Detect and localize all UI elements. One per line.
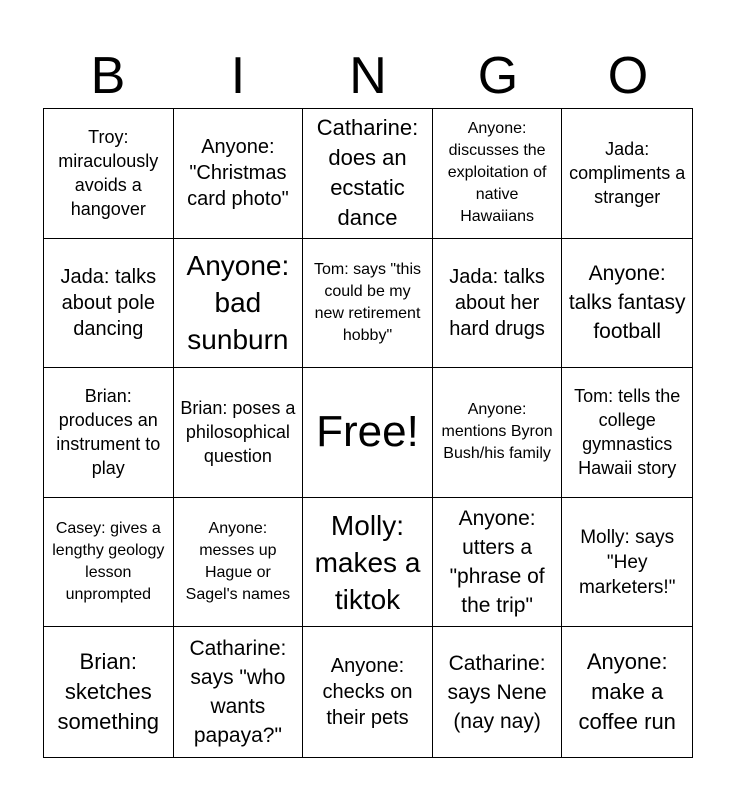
bingo-cell-text: Brian: poses a philosophical question [180,398,296,467]
bingo-cell-text: Anyone: discusses the exploitation of native Hawaiians [447,120,547,226]
bingo-cell[interactable] [562,109,692,239]
bingo-cell[interactable] [433,109,563,239]
bingo-cell[interactable] [44,498,174,628]
bingo-cell[interactable] [433,498,563,628]
bingo-cell-text: Brian: sketches something [57,649,160,735]
bingo-cell-text: Anyone: talks fantasy football [568,262,686,344]
bingo-cell-text: Jada: compliments a stranger [569,139,686,208]
bingo-cell-text: Brian: produces an instrument to play [56,386,161,479]
bingo-cell-text: Casey: gives a lengthy geology lesson unprompted [52,520,165,604]
bingo-cell[interactable] [174,239,304,369]
bingo-cell[interactable] [303,498,433,628]
bingo-cell-text: Catharine: says Nene (nay nay) [447,651,547,733]
bingo-cell[interactable] [562,498,692,628]
bingo-cell-text: Anyone: messes up Hague or Sagel's names [185,520,291,604]
bingo-cell[interactable] [433,239,563,369]
bingo-cell[interactable] [174,368,304,498]
bingo-cell[interactable] [174,627,304,757]
bingo-cell[interactable] [303,239,433,369]
header-letter-o: O [607,47,649,105]
bingo-cell-text: Catharine: says "who wants papaya?" [189,637,287,748]
bingo-cell-text: Catharine: does an ecstatic dance [316,115,419,231]
bingo-cell-text: Tom: says "this could be my new retirement hobby" [313,260,422,344]
bingo-cell[interactable] [303,109,433,239]
bingo-cell-text: Anyone: "Christmas card photo" [187,136,289,211]
free-space[interactable] [303,368,433,498]
bingo-cell[interactable] [44,109,174,239]
bingo-cell[interactable] [433,368,563,498]
bingo-cell[interactable] [303,627,433,757]
bingo-cell[interactable] [562,368,692,498]
free-space-label: Free! [316,407,419,457]
bingo-cell[interactable] [44,627,174,757]
bingo-cell[interactable] [174,498,304,628]
bingo-cell-text: Tom: tells the college gymnastics Hawaii story [574,386,681,479]
bingo-cell-text: Molly: says "Hey marketers!" [578,526,676,598]
bingo-cell-text: Anyone: bad sunburn [186,250,290,356]
bingo-cell-text: Jada: talks about pole dancing [60,265,157,340]
bingo-cell[interactable] [433,627,563,757]
bingo-cell[interactable] [44,368,174,498]
header-letter-n: N [349,47,387,105]
bingo-cell-text: Anyone: utters a "phrase of the trip" [449,507,545,618]
bingo-cell[interactable] [44,239,174,369]
bingo-cell[interactable] [562,627,692,757]
bingo-cell-text: Anyone: make a coffee run [578,649,676,735]
bingo-cell[interactable] [562,239,692,369]
header-letter-b: B [90,47,126,105]
bingo-board [43,108,693,758]
bingo-cell-text: Troy: miraculously avoids a hangover [58,127,159,220]
header-letter-i: I [230,47,246,105]
bingo-cell-text: Molly: makes a tiktok [314,509,421,615]
bingo-header [43,44,693,108]
header-letter-g: G [477,47,519,105]
bingo-cell-text: Anyone: checks on their pets [322,655,413,730]
bingo-cell[interactable] [174,109,304,239]
bingo-cell-text: Anyone: mentions Byron Bush/his family [441,401,553,463]
bingo-cell-text: Jada: talks about her hard drugs [449,265,545,340]
